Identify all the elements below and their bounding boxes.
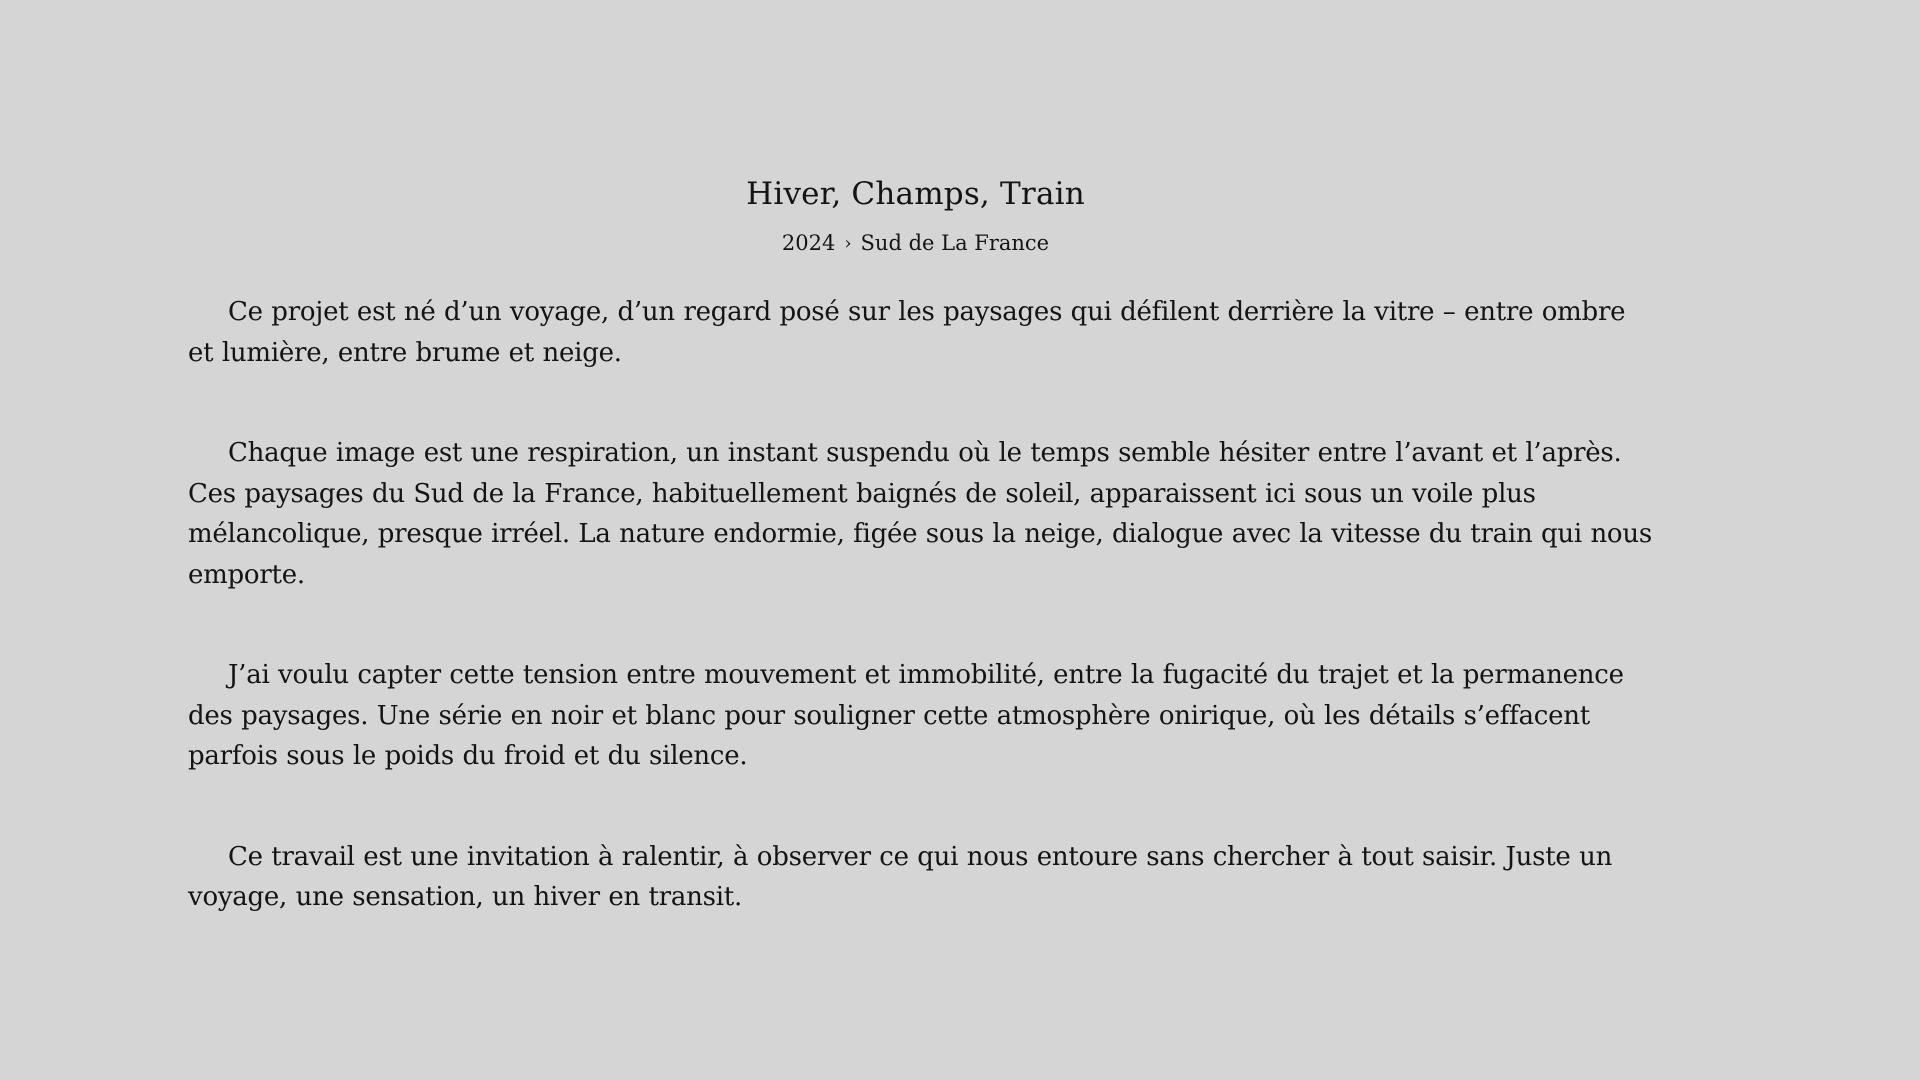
description-paragraph-3: J’ai voulu capter cette tension entre mouvement et immobilité, entre la fugacité du trajet et la permanence des paysages. Une série en noir et blanc pour souligner cette atmosphère onirique, où les détails s’effacent parfois sous le poids du froid et du silence.	[188, 660, 1624, 771]
project-year: 2024	[781, 231, 836, 255]
description-paragraph-4: Ce travail est une invitation à ralentir, à observer ce qui nous entoure sans chercher à tout saisir. Juste un voyage, une sensation, un hiver en transit.	[188, 841, 1613, 912]
project-header	[188, 168, 1643, 260]
description-paragraph-1: Ce projet est né d’un voyage, d’un regard posé sur les paysages qui défilent derrière la vitre – entre ombre et lumière, entre brume et neige.	[188, 297, 1626, 368]
description-paragraph-2: Chaque image est une respiration, un instant suspendu où le temps semble hésiter entre l’avant et l’après. Ces paysages du Sud de la France, habituellement baignés de soleil, apparaissent ici sous un voile plus mélancolique, presque irréel. La nature endormie, figée sous la neige, dialogue avec la vitesse du train qui nous emporte.	[188, 438, 1652, 590]
project-location: Sud de La France	[860, 231, 1050, 255]
project-description	[188, 292, 1658, 978]
page-title: Hiver, Champs, Train	[746, 176, 1085, 212]
project-meta	[188, 228, 1643, 260]
chevron-right-icon: ›	[844, 233, 852, 254]
